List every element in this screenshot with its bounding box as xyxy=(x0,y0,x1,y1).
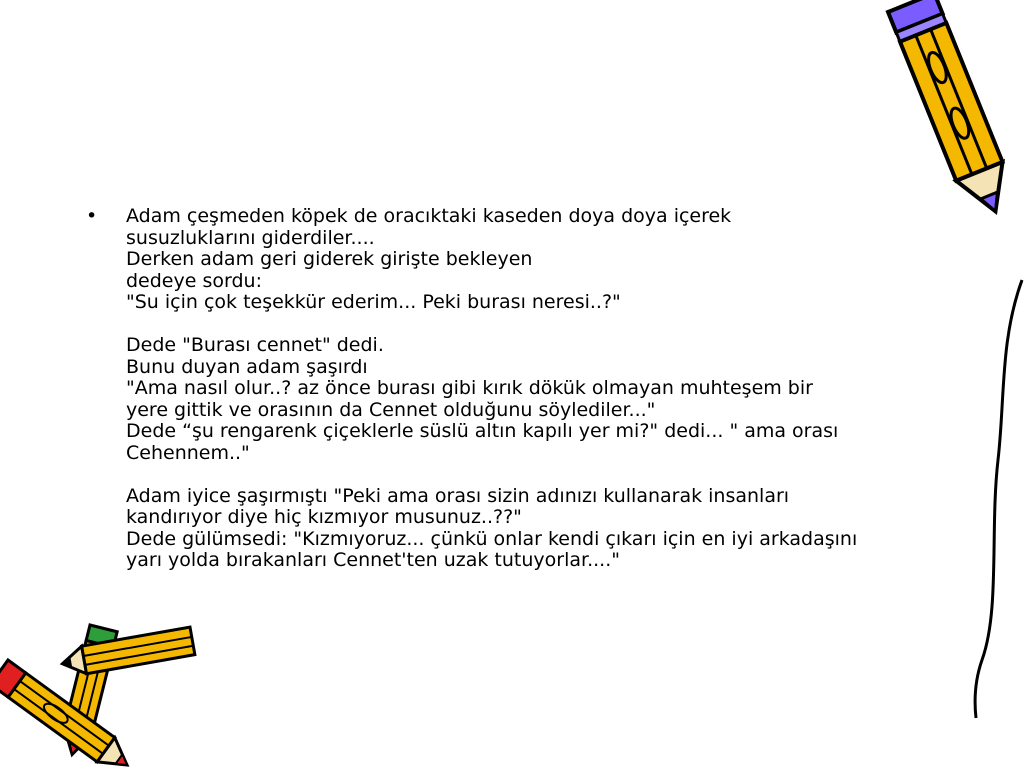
text-line: "Ama nasıl olur..? az önce burası gibi kırık dökük olmayan muhteşem bir xyxy=(126,377,813,399)
blank-line xyxy=(126,464,946,486)
text-line: Derken adam geri giderek girişte bekleyen xyxy=(126,248,533,270)
text-line: Dede "Burası cennet" dedi. xyxy=(126,334,384,356)
text-line: susuzluklarını giderdiler.... xyxy=(126,226,375,249)
text-line: Dede “şu rengarenk çiçeklerle süslü altın kapılı yer mi?" dedi... " ama orası xyxy=(126,420,839,442)
text-line: dedeye sordu: xyxy=(126,269,262,292)
text-line: Bunu duyan adam şaşırdı xyxy=(126,355,368,378)
curved-line xyxy=(960,280,1024,720)
text-line: Adam çeşmeden köpek de oracıktaki kaseden doya doya içerek xyxy=(126,205,732,227)
text-line: Adam iyice şaşırmıştı "Peki ama orası sizin adınızı kullanarak insanları xyxy=(126,484,790,507)
story-text xyxy=(126,206,946,572)
text-line: "Su için çok teşekkür ederim... Peki burası neresi..?" xyxy=(126,291,621,313)
text-line: yarı yolda bırakanları Cennet'ten uzak tutuyorlar...." xyxy=(126,549,620,571)
bullet-text-block xyxy=(86,206,946,572)
blank-line xyxy=(126,314,946,336)
text-line: kandırıyor diye hiç kızmıyor musunuz..??" xyxy=(126,506,522,528)
text-line: Dede gülümsedi: "Kızmıyoruz... çünkü onlar kendi çıkarı için en iyi arkadaşını xyxy=(126,527,858,550)
crossed-pencils-icon xyxy=(0,620,210,768)
text-line: Cehennem.." xyxy=(126,441,250,464)
bullet-marker: • xyxy=(86,205,98,227)
text-line: yere gittik ve orasının da Cennet olduğunu söylediler..." xyxy=(126,398,656,421)
